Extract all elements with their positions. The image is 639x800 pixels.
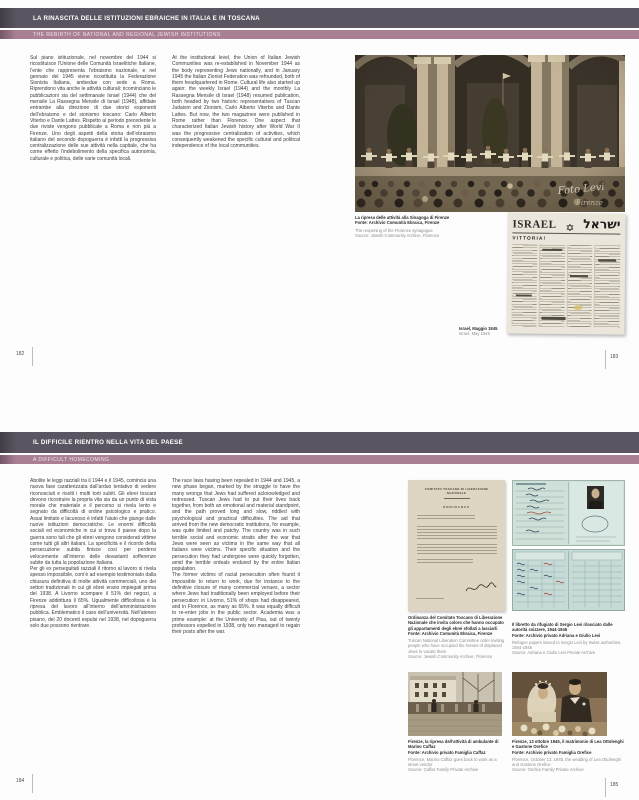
page-number-184: 184 — [16, 778, 25, 784]
document-text-lines — [417, 559, 473, 565]
masthead-hebrew: ישראל — [583, 216, 621, 232]
document-text-lines — [417, 515, 475, 521]
israel-newspaper-image — [506, 212, 625, 334]
newspaper-column — [511, 244, 537, 326]
caption-it-source: Fonte: Archivio Comunità Ebraica, Firenze — [355, 220, 440, 226]
caption-en-title: Israel, May 1945 — [459, 331, 490, 337]
caption-en-source: Source: Adriana e Giulio Levi Private Archive — [512, 650, 596, 656]
section1-subtitle: THE REBIRTH OF NATIONAL AND REGIONAL JEWISH INSTITUTIONS — [33, 31, 221, 38]
caption-en-title: Florence, October 13, 1945, the wedding of Lea Ottolenghi and Gastone Orefice — [512, 756, 621, 768]
page-number-rule — [32, 347, 33, 366]
subheadline-mark — [542, 249, 562, 251]
english-paragraph-2: The former victims of racial persecution often found it impossible to return to work, due for instance to the definitive closure of many commercial venues, a sector where Jews had traditionally been employed before their persecution: in Livorno, 51% of shops had disappeared, and in Florence, as many as 65%. It was equally difficult to re-enter jobs in the public sector. Academia was a prime example: at the University of Pisa, out of twenty professors expelled in 1938, only two managed to regain their posts after the war. — [172, 572, 300, 636]
street-vendor-photo — [408, 672, 502, 736]
newspaper-headline: VITTORIA! — [512, 236, 547, 242]
document-text-lines — [417, 544, 497, 555]
caption-en-source: Source: Orefice Family Private Archive — [512, 767, 584, 773]
subheadline-mark — [516, 294, 532, 296]
italian-paragraph-2: Per gli ex perseguitati razziali il ritorno al lavoro si rivela spesso impossibile, com’è ad esempio testimoniato dalla chiusura definitiva di molte attività commerciali, uno dei settori tradizionali in cui gli ebrei erano impiegati prima del 1938. A Livorno scompare il 51% dei negozi, a Firenze addirittura il 65%. Ugualmente difficoltosa è la ripresa del lavoro all’interno dell’amministrazione pubblica. Emblematico il caso dell’università. Nell’ateneo pisano, dei 20 docenti espulsi nel 1938, nel dopoguerra solo due possono rientrare. — [30, 566, 156, 629]
section1-title-bar — [0, 8, 639, 28]
document-caption — [408, 615, 505, 659]
refugee-booklet-ledger-page — [512, 549, 625, 611]
signature-scribble — [465, 581, 497, 595]
booklet-caption — [512, 622, 625, 656]
spine-shadow — [0, 8, 16, 28]
caption-en-title: Tuscan National Liberation Committee order inviting people who have occupied the homes of displaced Jews to vacate them — [408, 638, 505, 654]
wedding-photo — [512, 672, 607, 736]
caption-en-title: The reopening of the Florence synagogue — [355, 227, 433, 233]
caption-it-title: Ordinanza del Comitato Toscano di Liberazione Nazionale che invita coloro che hanno occupato gli appartamenti degli ebrei sfollati a lasciarli — [408, 615, 504, 631]
synagogue-gymnastics-photo — [355, 55, 625, 212]
caption-it-title: Firenze, la ripresa dell’attività di ambulante di Marino Caffaz — [408, 739, 499, 750]
refugee-booklet-id-page — [512, 480, 625, 546]
caption-en-source: Source: Jewish Community Archive, Florence — [355, 232, 440, 238]
section2-english-column — [172, 478, 300, 635]
liberation-committee-document — [408, 480, 505, 611]
caption-it-source: Fonte: Archivio Comunità Ebraica, Firenze — [408, 630, 493, 636]
masthead-latin: ISRAEL — [512, 218, 557, 231]
page-number-185: 185 — [610, 782, 619, 788]
caption-it-title: La ripresa delle attività alla Sinagoga di Firenze — [355, 215, 450, 220]
section1-italian-column: Sul piano istituzionale, nel novembre del 1944 si ricostituisce l’Unione delle Comunità Israelitiche Italiane, l’ente che rappresenta l’ebraismo nazionale, e nel gennaio del 1945 viene ricostituita la Federazione Sionista Italiana, ambedue con sede a Roma. Riprendono vita anche le attività culturali: ricominciano le pubblicazioni sia del settimanale Israel (1944) che del mensile La Rassegna Mensile di Israel (1948), affidate entrambe alla direzione di due storici esponenti dell’ebraismo e del sionismo toscano: Carlo Alberto Viterbo e Dante Lattes. Rispetto al periodo precedente le due riviste vengono pubblicate a Roma e non più a Firenze. Uno degli aspetti della storia dell’ebraismo italiano del secondo dopoguerra è infatti la progressiva centralizzazione delle sue attività nella capitale, che ha come effetto l’indebolimento della specifica autonomia, culturale e politica, delle varie comunità locali. — [30, 55, 156, 162]
document-text-lines — [417, 526, 497, 540]
section1-english-column: At the institutional level, the Union of Italian Jewish Communities was re-established in November 1944 as the body representing Jews nationally, and in January 1945 the Italian Zionist Federation was refounded, both of them headquartered in Rome. Cultural life also started up again: the weekly Israel (1944) and the monthly La Rassegna Mensile di Israel (1948) resumed publication, both headed by two historic representatives of Tuscan Judaism and Zionism, Carlo Alberto Viterbo and Dante Lattes. But now, the two magazines were published in Rome rather than Florence. One aspect that characterized Italian Jewish history after World War II was the progressive centralization of activities, which consequently weakened the specific cultural and political independence of the local communities. — [172, 55, 300, 150]
document-subheader: ORDINANZA — [443, 504, 470, 509]
caption-it-title: Il libretto da rifugiato di Sergio Levi rilasciato dalle autorità svizzere, 1944-1945 — [512, 622, 613, 633]
page-number-183: 183 — [610, 354, 619, 360]
page-number-rule — [605, 350, 606, 369]
vendor-photo-caption — [408, 739, 505, 773]
caption-en-source: Source: Jewish Community Archive, Florence — [408, 654, 493, 660]
section2-italian-column — [30, 478, 156, 629]
caption-en-title: Florence, Marino Caffaz goes back to work as a street vendor — [408, 756, 497, 768]
document-date-line — [416, 598, 444, 601]
subheadline-mark — [542, 317, 566, 320]
caption-it-source: Fonte: Archivio privato Adriana e Giulio Levi — [512, 632, 601, 638]
section1-title: LA RINASCITA DELLE ISTITUZIONI EBRAICHE IN ITALIA E IN TOSCANA — [33, 14, 260, 22]
page-number-182: 182 — [16, 351, 25, 357]
section2-subtitle: A DIFFICULT HOMECOMING — [33, 456, 110, 463]
page-number-rule — [605, 778, 606, 797]
section2-title: IL DIFFICILE RIENTRO NELLA VITA DEL PAESE — [33, 439, 183, 446]
document-header: COMITATO TOSCANO DI LIBERAZIONE NAZIONALE — [424, 487, 489, 495]
newspaper-column — [566, 245, 593, 327]
caption-it-title: Firenze, 13 ottobre 1945, il matrimonio di Lea Ottolenghi e Gastone Orefice — [512, 739, 624, 750]
subheadline-mark — [598, 259, 616, 261]
section2-title-bar — [0, 432, 639, 453]
spine-shadow — [0, 30, 16, 39]
star-of-david-icon — [566, 224, 573, 231]
caption-en-title: Refugee papers issued to Sergio Levi by Swiss authorities, 1944-1945 — [512, 639, 622, 651]
page-number-rule — [32, 774, 33, 793]
newspaper-columns — [511, 244, 620, 327]
section2-subtitle-bar — [0, 455, 639, 464]
spine-shadow — [0, 455, 16, 464]
document-rule — [444, 498, 470, 499]
newspaper-caption — [459, 326, 505, 337]
newspaper-column — [594, 245, 621, 327]
wedding-photo-caption — [512, 739, 625, 773]
caption-it-title: Israel, Maggio 1945 — [459, 326, 498, 331]
caption-it-source: Fonte: Archivio privato Famiglia Orefice — [512, 749, 592, 755]
english-paragraph-1: The race laws having been repealed in 1944 and 1945, a new phase began, marked by the struggle to have the many wrongs that Jews had suffered acknowledged and redressed. Tuscan Jews had to put their lives back together, from both an emotional and material standpoint, and the path proved long and slow, riddled with psychological and practical difficulties. The aid that arrived from the new democratic institutions, for example, was quite limited and patchy. The country was in such terrible social and economic straits after the war that Jews were seen as victims in the same way that all Italians were victims. Their specific situation and the persecution they had undergone were quickly forgotten, amid the terrible ordeals endured by the entire Italian population. — [172, 478, 300, 573]
synagogue-photo-caption — [355, 215, 490, 238]
section1-subtitle-bar — [0, 30, 639, 39]
caption-en-source: Source: Caffaz Family Private Archive — [408, 767, 479, 773]
subheadline-mark — [570, 275, 588, 277]
caption-it-source: Fonte: Archivio privato Famiglia Caffaz — [408, 749, 486, 755]
paper-stain — [574, 305, 583, 310]
spine-shadow — [0, 432, 16, 453]
newspaper-column — [538, 245, 565, 327]
newspaper-masthead — [512, 215, 620, 234]
italian-paragraph-1: Abolite le leggi razziali tra il 1944 e il 1945, comincia una nuova fase caratterizzata dall’arduo tentativo di vedere riconosciuti e risolti i molti torti subiti. Gli ebrei toscani devono ricostruire la propria vita sia da un punto di vista morale che materiale e il percorso si rivela lento e segnato da difficoltà di ordine psicologico e pratico. Assai limitato e lacunoso è infatti l’aiuto che giunge dalle nuove istituzioni democratiche. Le enormi difficoltà sociali ed economiche in cui si trova il paese dopo la guerra sono tali che gli ebrei vengono considerati vittime come tutti gli altri italiani. La specificità e il ricordo della persecuzione subita finisce così per perdersi velocemente all’interno delle devastanti sofferenze subite da tutta la popolazione italiana. — [30, 478, 156, 566]
